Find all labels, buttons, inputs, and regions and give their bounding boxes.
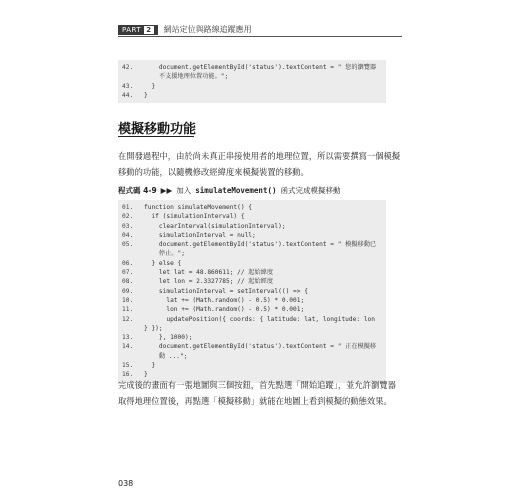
listing-function-name: simulateMovement() <box>195 186 277 195</box>
code-line <box>122 268 382 277</box>
line-number: 08. <box>122 278 134 286</box>
chapter-title: 網站定位與路線追蹤應用 <box>163 25 252 34</box>
code-line <box>122 63 382 82</box>
part-number: 2 <box>146 25 152 34</box>
paragraph-result: 完成後的畫面有一張地圖與三個按鈕，首先點選「開始追蹤」，並允許瀏覽器取得地理位置後，再點選「模擬移動」就能在地圖上看到模擬的動態效果。 <box>118 380 396 406</box>
code-text: } <box>144 91 148 99</box>
code-line <box>122 296 382 305</box>
code-text: lat += (Math.random() - 0.5) * 0.001; <box>144 296 305 304</box>
line-number: 10. <box>122 296 134 304</box>
line-number: 04. <box>122 231 134 239</box>
line-number: 43. <box>122 82 134 90</box>
code-text: } else { <box>144 259 182 267</box>
code-line <box>122 287 382 296</box>
part-badge <box>118 25 158 35</box>
section-underline <box>118 136 194 137</box>
code-line <box>122 259 382 268</box>
line-number: 05. <box>122 241 134 249</box>
line-number: 02. <box>122 213 134 221</box>
line-number: 13. <box>122 334 134 342</box>
line-number: 44. <box>122 91 134 99</box>
code-line <box>122 231 382 240</box>
code-text: } <box>144 371 148 379</box>
code-text: let lon = 2.3327785; // 起始經度 <box>144 278 274 286</box>
code-text: lon += (Math.random() - 0.5) * 0.001; <box>144 306 305 314</box>
code-block-continued <box>118 60 386 103</box>
page-number: 038 <box>118 479 134 488</box>
code-text: document.getElementById('status').textContent = " 您的瀏覽器 不支援地理位置功能。"; <box>158 64 377 81</box>
code-text: } <box>144 82 156 90</box>
code-text: if (simulationInterval) { <box>144 213 245 221</box>
paragraph-intro: 在開發過程中，由於尚未真正串接使用者的地理位置，所以需要撰寫一個模擬移動的功能，以隨機修改經緯度來模擬裝置的移動。 <box>118 151 401 177</box>
code-line <box>122 305 382 314</box>
code-text: clearInterval(simulationInterval); <box>144 222 286 230</box>
code-block-simulate-movement <box>118 200 386 383</box>
line-number: 15. <box>122 362 134 370</box>
code-line <box>122 342 382 361</box>
code-text: simulationInterval = setInterval(() => { <box>144 287 308 295</box>
code-text: document.getElementById('status').textContent = " 模擬移動已 停止。"; <box>158 241 377 258</box>
code-text: simulationInterval = null; <box>144 231 256 239</box>
listing-prefix: 加入 <box>176 186 192 195</box>
line-number: 06. <box>122 259 134 267</box>
code-line <box>122 222 382 231</box>
line-number: 01. <box>122 204 134 211</box>
code-line <box>122 333 382 342</box>
running-header <box>118 24 252 35</box>
code-text: function simulateMovement() { <box>144 204 253 211</box>
code-text: }, 1000); <box>144 334 193 342</box>
code-text: updatePosition({ coords: { latitude: lat, longitude: lon } }); <box>144 315 379 332</box>
code-line <box>122 212 382 221</box>
line-number: 42. <box>122 64 134 71</box>
listing-label: 程式碼 4-9 <box>118 186 157 195</box>
code-text: document.getElementById('status').textContent = " 正在模擬移 動 ..."; <box>158 343 377 360</box>
listing-caption <box>118 185 341 196</box>
line-number: 09. <box>122 287 134 295</box>
line-number: 12. <box>122 315 134 323</box>
listing-suffix: 函式完成模擬移動 <box>280 186 341 195</box>
header-divider <box>118 36 402 37</box>
code-line <box>122 82 382 91</box>
code-line <box>122 91 382 100</box>
part-label: PART <box>122 25 142 34</box>
code-line <box>122 315 382 334</box>
code-line <box>122 277 382 286</box>
line-number: 07. <box>122 269 134 277</box>
line-number: 11. <box>122 306 134 314</box>
line-number: 14. <box>122 343 134 351</box>
code-line <box>122 203 382 212</box>
code-text: } <box>144 362 156 370</box>
code-line <box>122 240 382 259</box>
code-text: let lat = 48.860611; // 起始緯度 <box>144 269 274 277</box>
arrow-icon: ▶▶ <box>160 186 173 195</box>
line-number: 16. <box>122 371 134 379</box>
code-line <box>122 361 382 370</box>
line-number: 03. <box>122 222 134 230</box>
section-heading: 模擬移動功能 <box>118 122 197 137</box>
